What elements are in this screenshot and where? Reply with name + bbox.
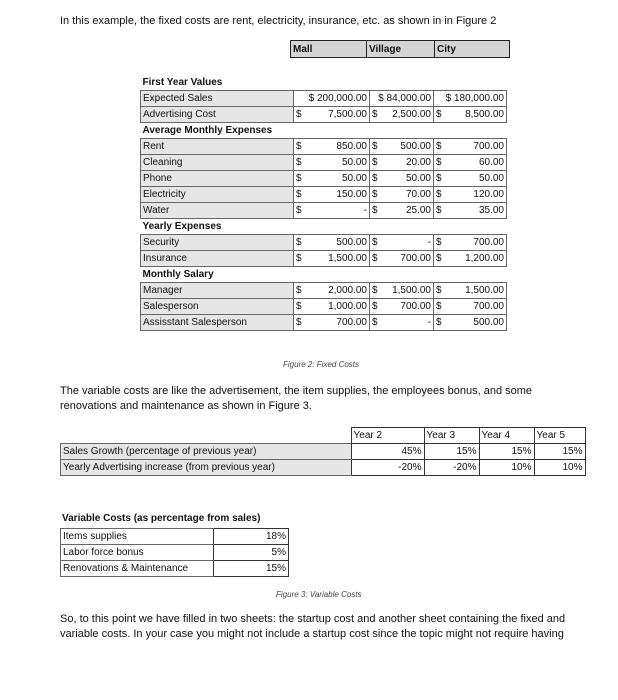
cell-value: 1,500.00 (392, 285, 431, 296)
cell-value: - (427, 237, 431, 248)
table-row (141, 315, 507, 331)
column-mall: Mall (291, 41, 367, 58)
intro-paragraph: In this example, the fixed costs are rent, electricity, insurance, etc. as shown in in Figure 2 (60, 15, 497, 27)
cell-value: 1,500.00 (465, 285, 504, 296)
cell-value: 50.00 (478, 173, 504, 184)
table-row (61, 444, 586, 460)
money-cell (294, 315, 370, 331)
currency-symbol: $ (372, 189, 378, 200)
table-row (141, 251, 507, 267)
currency-symbol: $ (436, 205, 442, 216)
table-row (141, 187, 507, 203)
money-cell (434, 155, 507, 171)
currency-symbol: $ (296, 157, 302, 168)
cell-value: 45% (351, 444, 424, 460)
cell-value: 10% (534, 460, 585, 476)
currency-symbol: $ (372, 157, 378, 168)
yearly-title: Yearly Expenses (142, 221, 222, 232)
table-row (61, 545, 289, 561)
money-cell (294, 283, 370, 299)
variable-intro-paragraph: The variable costs are like the advertisement, the item supplies, the employees bonus, and some renovations and maintenance as shown in Figure 3. (60, 385, 533, 412)
figure-3-caption: Figure 3: Variable Costs (276, 590, 362, 599)
currency-symbol: $ (372, 285, 378, 296)
cell-value: 700.00 (473, 237, 504, 248)
year-header: Year 3 (424, 428, 479, 444)
row-label: Salesperson (141, 299, 294, 315)
currency-symbol: $ (296, 301, 302, 312)
money-cell (294, 171, 370, 187)
currency-symbol: $ (436, 141, 442, 152)
cell-value: 70.00 (405, 189, 431, 200)
money-cell (294, 155, 370, 171)
first-year-title: First Year Values (142, 77, 223, 88)
cell-value: 50.00 (341, 173, 367, 184)
growth-table (60, 427, 586, 476)
row-label: Cleaning (141, 155, 294, 171)
currency-symbol: $ (296, 141, 302, 152)
row-label: Rent (141, 139, 294, 155)
currency-symbol: $ (436, 301, 442, 312)
cell-value: 700.00 (400, 253, 431, 264)
table-row (141, 107, 507, 123)
table-row (141, 171, 507, 187)
money-cell (294, 139, 370, 155)
currency-symbol: $ (296, 109, 302, 120)
currency-symbol: $ (296, 173, 302, 184)
money-cell (370, 299, 434, 315)
cell-value: 35.00 (478, 205, 504, 216)
cell-value: $ 180,000.00 (434, 91, 507, 107)
money-cell (434, 235, 507, 251)
money-cell (434, 139, 507, 155)
row-label: Water (141, 203, 294, 219)
money-cell (294, 203, 370, 219)
money-cell (434, 203, 507, 219)
fixed-costs-header (290, 40, 510, 58)
figure-2-caption: Figure 2: Fixed Costs (283, 360, 360, 369)
row-label: Advertising Cost (141, 107, 294, 123)
row-label: Yearly Advertising increase (from previous year) (61, 460, 352, 476)
money-cell (434, 315, 507, 331)
table-row (141, 235, 507, 251)
currency-symbol: $ (296, 189, 302, 200)
row-label: Insurance (141, 251, 294, 267)
cell-value: 500.00 (473, 317, 504, 328)
year-header: Year 4 (479, 428, 534, 444)
currency-symbol: $ (436, 109, 442, 120)
currency-symbol: $ (296, 253, 302, 264)
money-cell (434, 299, 507, 315)
money-cell (294, 251, 370, 267)
currency-symbol: $ (296, 317, 302, 328)
cell-value: 500.00 (400, 141, 431, 152)
currency-symbol: $ (372, 173, 378, 184)
cell-value: 700.00 (473, 141, 504, 152)
cell-value: 25.00 (405, 205, 431, 216)
money-cell (370, 235, 434, 251)
cell-value: 10% (479, 460, 534, 476)
row-label: Sales Growth (percentage of previous year) (61, 444, 352, 460)
money-cell (434, 251, 507, 267)
currency-symbol: $ (372, 237, 378, 248)
variable-costs-title: Variable Costs (as percentage from sales) (62, 513, 261, 524)
cell-value: 50.00 (405, 173, 431, 184)
currency-symbol: $ (372, 317, 378, 328)
year-header: Year 2 (351, 428, 424, 444)
column-village: Village (367, 41, 435, 58)
cell-value: 8,500.00 (465, 109, 504, 120)
closing-paragraph: So, to this point we have filled in two sheets: the startup cost and another sheet containing the fixed and variable costs. In your case you might not include a startup cost since the topic might not require having (60, 613, 566, 640)
row-label: Assisstant Salesperson (141, 315, 294, 331)
cell-value: 700.00 (400, 301, 431, 312)
money-cell (434, 171, 507, 187)
money-cell (434, 187, 507, 203)
currency-symbol: $ (372, 253, 378, 264)
cell-value: 850.00 (336, 141, 367, 152)
money-cell (370, 171, 434, 187)
cell-value: - (363, 205, 367, 216)
currency-symbol: $ (372, 141, 378, 152)
cell-value: 60.00 (478, 157, 504, 168)
cell-value: 120.00 (473, 189, 504, 200)
money-cell (294, 235, 370, 251)
cell-value: 15% (424, 444, 479, 460)
row-label: Renovations & Maintenance (61, 561, 214, 577)
currency-symbol: $ (296, 205, 302, 216)
row-label: Phone (141, 171, 294, 187)
cell-value: 20.00 (405, 157, 431, 168)
row-label: Expected Sales (141, 91, 294, 107)
table-row (141, 203, 507, 219)
cell-value: 700.00 (473, 301, 504, 312)
money-cell (434, 283, 507, 299)
cell-value: 150.00 (336, 189, 367, 200)
cell-value: 1,000.00 (328, 301, 367, 312)
table-row (141, 299, 507, 315)
money-cell (370, 155, 434, 171)
table-row (141, 139, 507, 155)
currency-symbol: $ (436, 253, 442, 264)
money-cell (294, 187, 370, 203)
currency-symbol: $ (436, 237, 442, 248)
currency-symbol: $ (436, 285, 442, 296)
salary-title: Monthly Salary (142, 269, 214, 280)
money-cell (370, 283, 434, 299)
money-cell (370, 187, 434, 203)
currency-symbol: $ (372, 301, 378, 312)
cell-value: 15% (534, 444, 585, 460)
table-row (61, 460, 586, 476)
currency-symbol: $ (296, 285, 302, 296)
cell-value: - (427, 317, 431, 328)
cell-value: 700.00 (336, 317, 367, 328)
cell-value: 1,200.00 (465, 253, 504, 264)
cell-value: -20% (351, 460, 424, 476)
row-label: Manager (141, 283, 294, 299)
cell-value: 7,500.00 (328, 109, 367, 120)
money-cell (370, 251, 434, 267)
currency-symbol: $ (436, 317, 442, 328)
cell-value: 1,500.00 (328, 253, 367, 264)
cell-value: 500.00 (336, 237, 367, 248)
table-row (141, 283, 507, 299)
currency-symbol: $ (372, 205, 378, 216)
currency-symbol: $ (436, 173, 442, 184)
cell-value: -20% (424, 460, 479, 476)
column-city: City (435, 41, 510, 58)
row-label: Security (141, 235, 294, 251)
cell-value: 18% (214, 529, 289, 545)
cell-value: 15% (214, 561, 289, 577)
table-row (141, 91, 507, 107)
cell-value: $ 84,000.00 (370, 91, 434, 107)
currency-symbol: $ (436, 157, 442, 168)
cell-value: 50.00 (341, 157, 367, 168)
row-label: Labor force bonus (61, 545, 214, 561)
money-cell (294, 299, 370, 315)
cell-value: 15% (479, 444, 534, 460)
money-cell (370, 203, 434, 219)
cell-value: $ 200,000.00 (294, 91, 370, 107)
fixed-costs-table (140, 75, 507, 331)
cell-value: 2,000.00 (328, 285, 367, 296)
table-row (61, 561, 289, 577)
currency-symbol: $ (372, 109, 378, 120)
row-label: Electricity (141, 187, 294, 203)
cell-value: 5% (214, 545, 289, 561)
table-row (141, 155, 507, 171)
table-row (61, 529, 289, 545)
row-label: Items supplies (61, 529, 214, 545)
money-cell (370, 315, 434, 331)
year-header: Year 5 (534, 428, 585, 444)
currency-symbol: $ (436, 189, 442, 200)
cell-value: 2,500.00 (392, 109, 431, 120)
variable-costs-table (60, 528, 289, 577)
money-cell (370, 139, 434, 155)
currency-symbol: $ (296, 237, 302, 248)
monthly-title: Average Monthly Expenses (142, 125, 273, 136)
